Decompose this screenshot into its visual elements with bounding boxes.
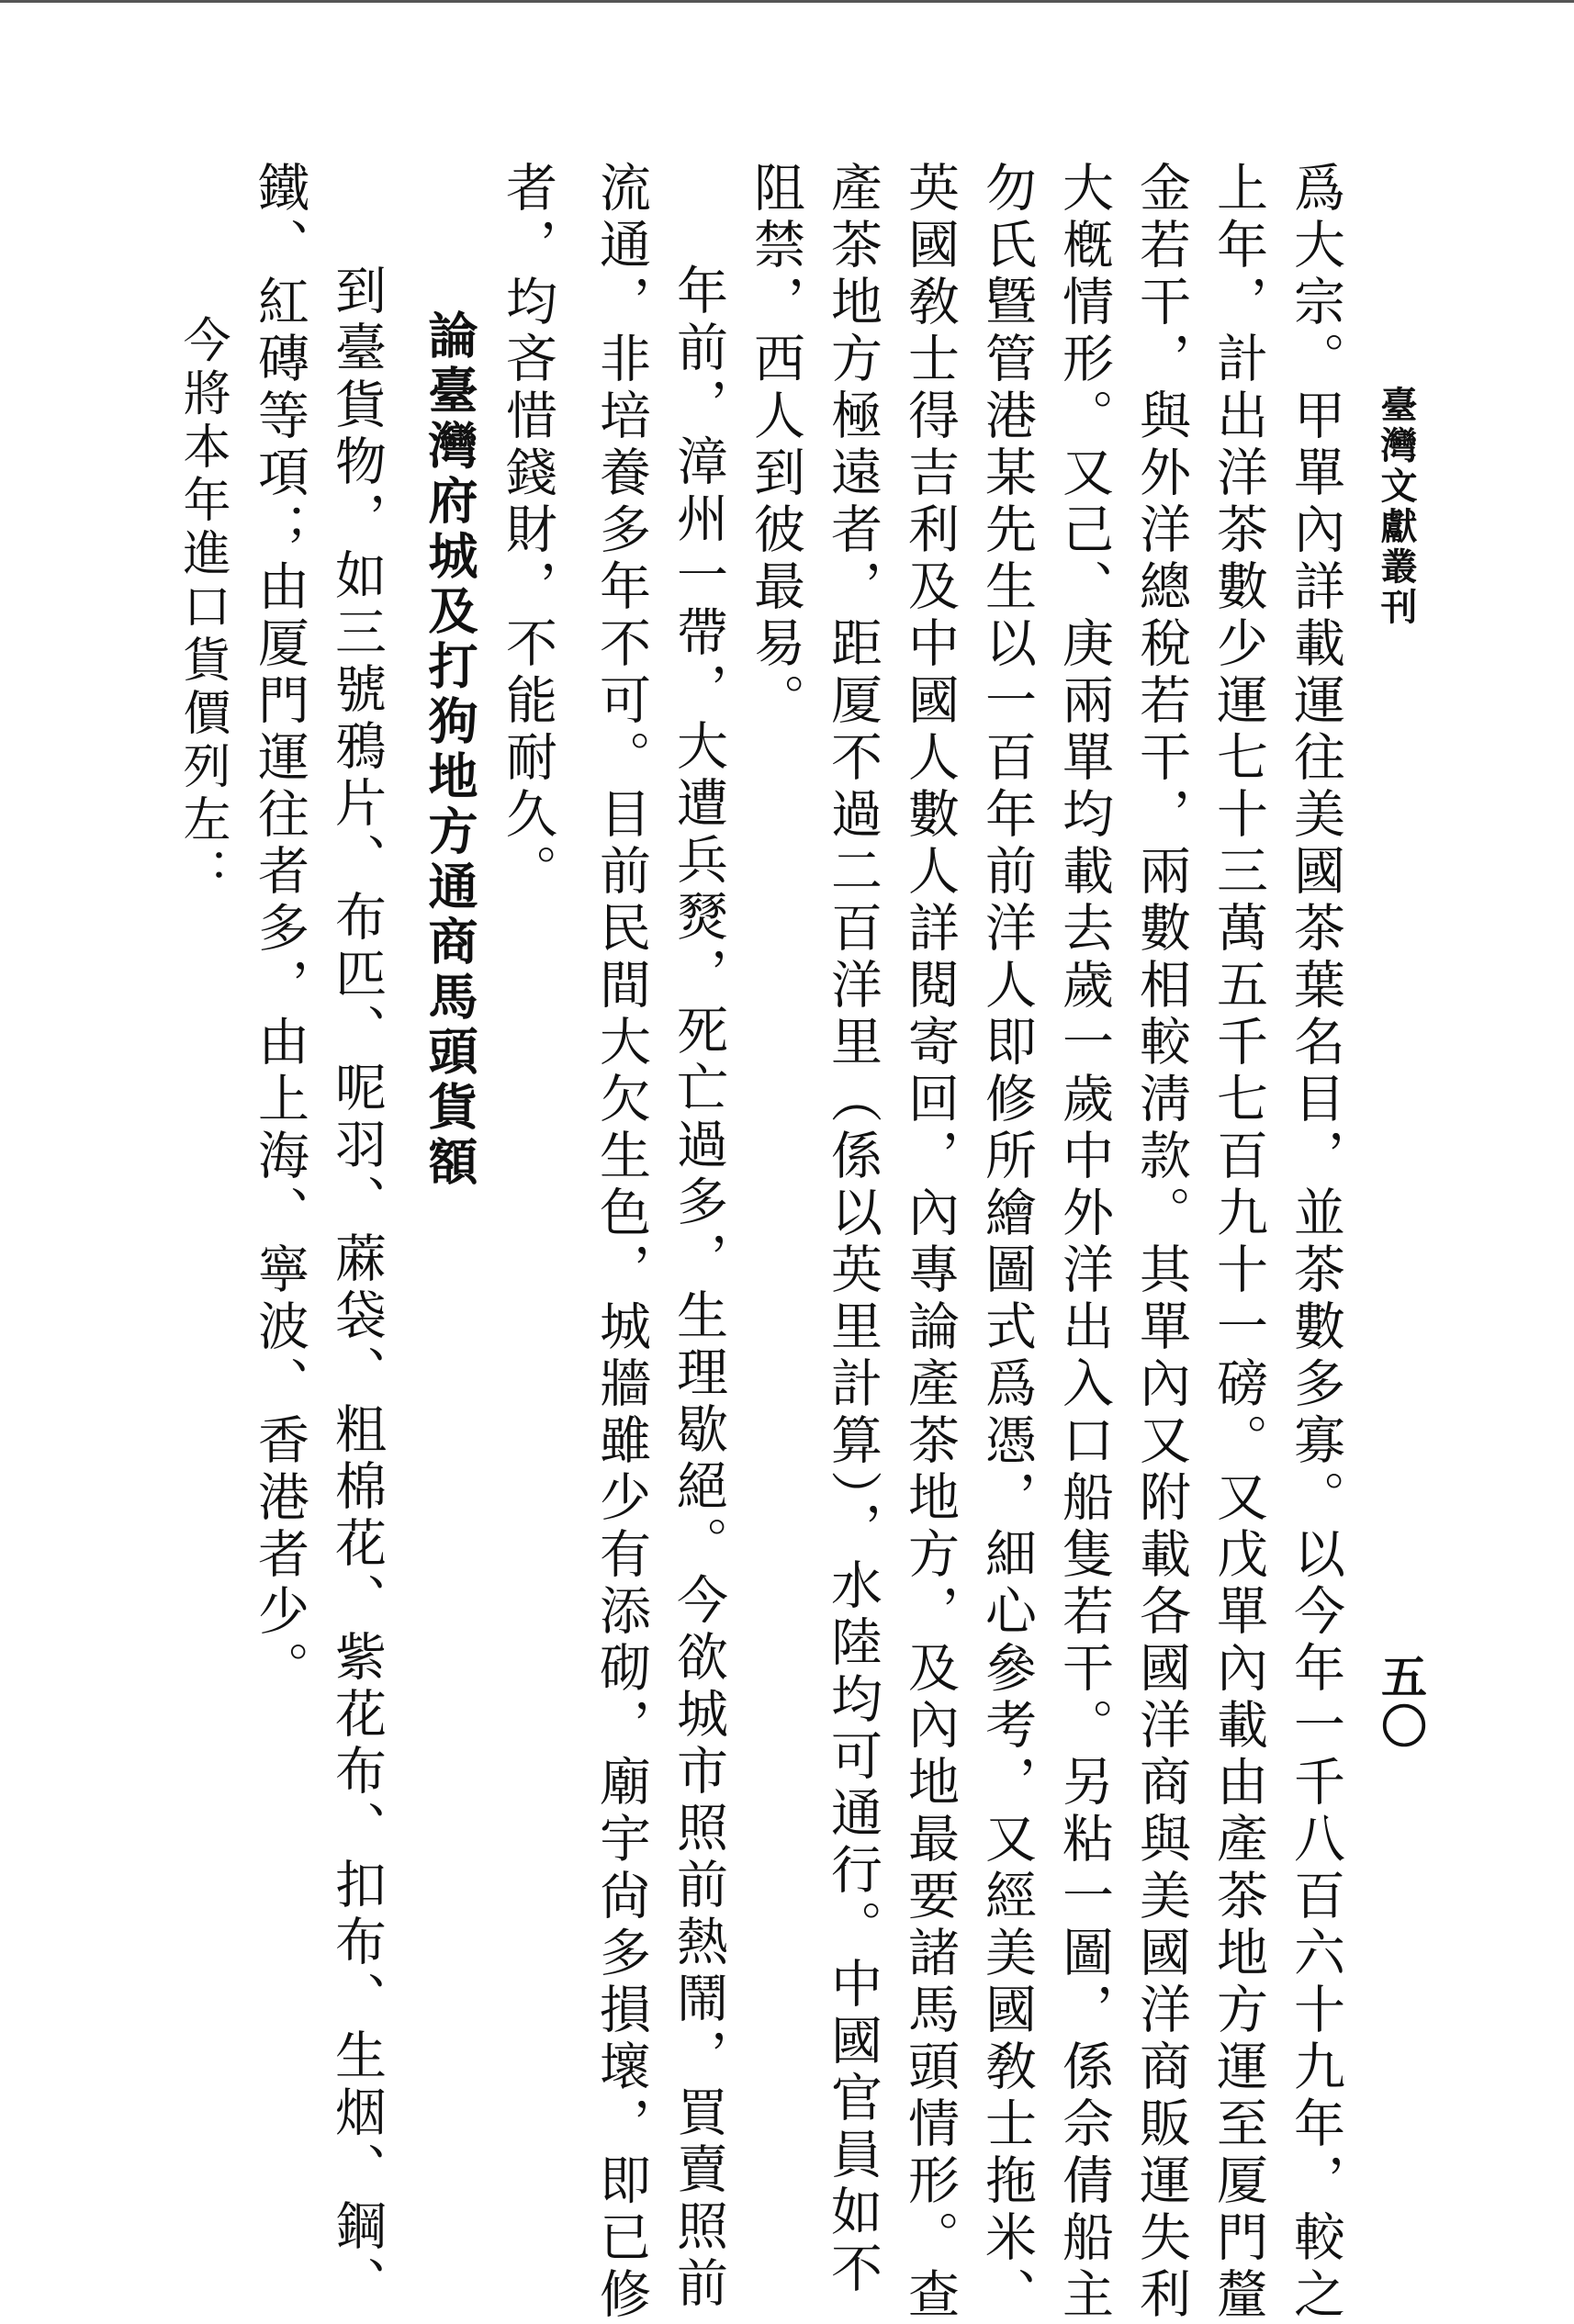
text-column: 英國敎士得吉利及中國人數人詳閱寄回，內專論產茶地方，及內地最要諸馬頭情形。查 (900, 161, 960, 2324)
running-title: 臺灣文獻叢刊 (1375, 386, 1418, 628)
text-column: 產茶地方極遠者，距厦不過二百洋里（係以英里計算），水陸均可通行。中國官員如不 (823, 161, 883, 2298)
text-column: 鐵、紅磚等項；由厦門運往者多，由上海、寧波、香港者少。 (250, 161, 309, 1698)
text-column: 者，均吝惜錢財，不能耐久。 (498, 161, 557, 901)
text-column: 流通，非培養多年不可。目前民間大欠生色，城牆雖少有添砌，廟宇尙多損壞，即已修 (591, 161, 651, 2324)
text-column: 年前，漳州一帶，大遭兵燹，死亡過多，生理歇絕。今欲城市照前熱鬧，買賣照前 (669, 264, 728, 2313)
top-rule (0, 0, 1574, 3)
page-number: 五〇 (1374, 1653, 1428, 1752)
text-column: 上年，計出洋茶數少運七十三萬五千七百九十一磅。又戊單內載由產茶地方運至厦門釐 (1209, 161, 1268, 2324)
text-column: 今將本年進口貨價列左： (174, 315, 230, 901)
text-column: 到臺貨物，如三號鴉片、布匹、呢羽、蔴袋、粗棉花、紫花布、扣布、生烟、鋼、 (327, 264, 387, 2313)
text-column: 爲大宗。甲單內詳載運往美國茶葉名目，並茶數多寡。以今年一千八百六十九年，較之 (1286, 161, 1345, 2324)
text-column: 阻禁，西人到彼最易。 (746, 161, 805, 730)
section-heading: 論臺灣府城及打狗地方通商馬頭貨額 (421, 309, 479, 1191)
text-column: 勿氏曁管港某先生以一百年前洋人即修所繪圖式爲憑，細心參考，又經美國敎士拖米、 (977, 161, 1037, 2324)
text-column: 金若干，與外洋總稅若干，兩數相較淸款。其單內又附載各國洋商與美國洋商販運失利 (1131, 161, 1191, 2324)
page-body (163, 161, 1354, 2324)
text-column: 大槪情形。又己、庚兩單均載去歲一歲中外洋出入口船隻若干。另粘一圖，係佘倩船主 (1054, 161, 1114, 2324)
